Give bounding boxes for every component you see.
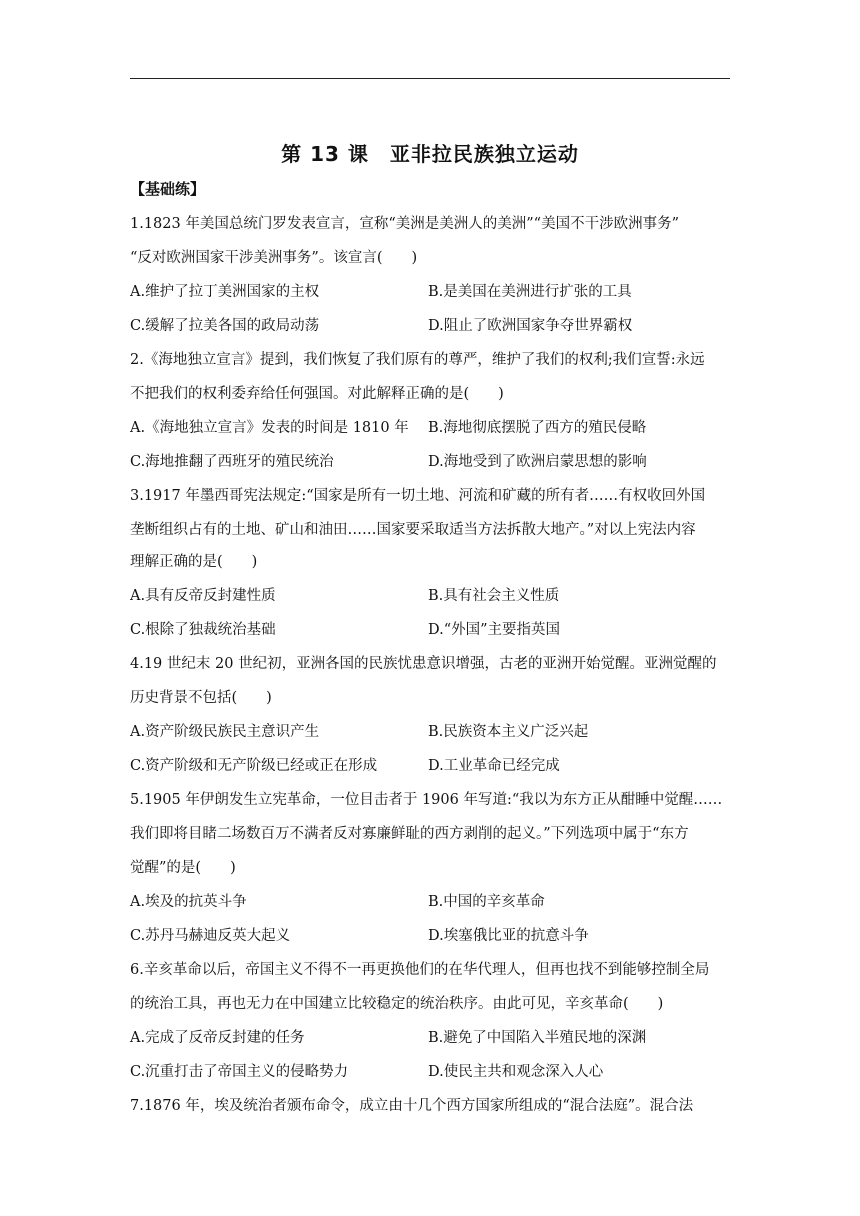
question-5-option-b: B.中国的辛亥革命	[428, 894, 545, 910]
question-3-line-2: 垄断组织占有的土地、矿山和油田……国家要采取适当方法拆散大地产。”对以上宪法内容	[130, 522, 696, 538]
question-5-line-2: 我们即将目睹二场数百万不满者反对寡廉鲜耻的西方剥削的起义。”下列选项中属于“东方	[130, 826, 689, 842]
question-3-line-1: 3.1917 年墨西哥宪法规定:“国家是所有一切土地、河流和矿藏的所有者……有权收回外国	[130, 488, 706, 504]
question-5-option-a: A.埃及的抗英斗争	[130, 894, 247, 910]
question-2-option-c: C.海地推翻了西班牙的殖民统治	[130, 454, 334, 470]
question-1-line-1: 1.1823 年美国总统门罗发表宣言，宣称“美洲是美洲人的美洲”“美国不干涉欧洲事务”	[130, 216, 679, 232]
question-1-line-2: “反对欧洲国家干涉美洲事务”。该宣言( )	[130, 250, 418, 266]
question-2-option-d: D.海地受到了欧洲启蒙思想的影响	[428, 454, 647, 470]
question-4-option-d: D.工业革命已经完成	[428, 758, 560, 774]
question-2-option-a: A.《海地独立宣言》发表的时间是 1810 年	[130, 420, 409, 436]
question-7-line-1: 7.1876 年，埃及统治者颁布命令，成立由十几个西方国家所组成的“混合法庭”。混合法	[130, 1098, 694, 1114]
question-4-line-1: 4.19 世纪末 20 世纪初，亚洲各国的民族忧患意识增强，古老的亚洲开始觉醒。亚洲觉醒的	[130, 656, 717, 672]
section-heading: 【基础练】	[130, 180, 206, 198]
question-6-option-b: B.避免了中国陷入半殖民地的深渊	[428, 1030, 647, 1046]
question-5-option-d: D.埃塞俄比亚的抗意斗争	[428, 928, 589, 944]
question-1-option-b: B.是美国在美洲进行扩张的工具	[428, 284, 632, 300]
question-1-option-d: D.阻止了欧洲国家争夺世界霸权	[428, 318, 633, 334]
question-3-option-b: B.具有社会主义性质	[428, 588, 560, 604]
question-3-line-3: 理解正确的是( )	[130, 554, 258, 570]
question-3-option-c: C.根除了独裁统治基础	[130, 622, 276, 638]
question-4-line-2: 历史背景不包括( )	[130, 690, 272, 706]
question-6-line-2: 的统治工具，再也无力在中国建立比较稳定的统治秩序。由此可见，辛亥革命( )	[130, 996, 664, 1012]
question-6-option-d: D.使民主共和观念深入人心	[428, 1064, 604, 1080]
question-4-option-a: A.资产阶级民族民主意识产生	[130, 724, 320, 740]
question-2-line-1: 2.《海地独立宣言》提到，我们恢复了我们原有的尊严，维护了我们的权利;我们宣誓:永远	[130, 352, 705, 368]
question-5-line-1: 5.1905 年伊朗发生立宪革命，一位目击者于 1906 年写道:“我以为东方正从酣睡中觉醒……	[130, 792, 723, 808]
question-5-option-c: C.苏丹马赫迪反英大起义	[130, 928, 291, 944]
question-4-option-c: C.资产阶级和无产阶级已经或正在形成	[130, 758, 378, 774]
question-1-option-a: A.维护了拉丁美洲国家的主权	[130, 284, 320, 300]
question-3-option-d: D.“外国”主要指英国	[428, 622, 561, 638]
question-6-line-1: 6.辛亥革命以后，帝国主义不得不一再更换他们的在华代理人，但再也找不到能够控制全局	[130, 962, 710, 978]
question-3-option-a: A.具有反帝反封建性质	[130, 588, 276, 604]
question-4-option-b: B.民族资本主义广泛兴起	[428, 724, 589, 740]
question-2-option-b: B.海地彻底摆脱了西方的殖民侵略	[428, 420, 647, 436]
page-title: 第 13 课 亚非拉民族独立运动	[281, 142, 579, 166]
question-1-option-c: C.缓解了拉美各国的政局动荡	[130, 318, 320, 334]
question-2-line-2: 不把我们的权利委弃给任何强国。对此解释正确的是( )	[130, 386, 504, 402]
question-5-line-3: 觉醒”的是( )	[130, 860, 236, 876]
question-6-option-c: C.沉重打击了帝国主义的侵略势力	[130, 1064, 349, 1080]
header-rule	[130, 78, 730, 79]
question-6-option-a: A.完成了反帝反封建的任务	[130, 1030, 305, 1046]
